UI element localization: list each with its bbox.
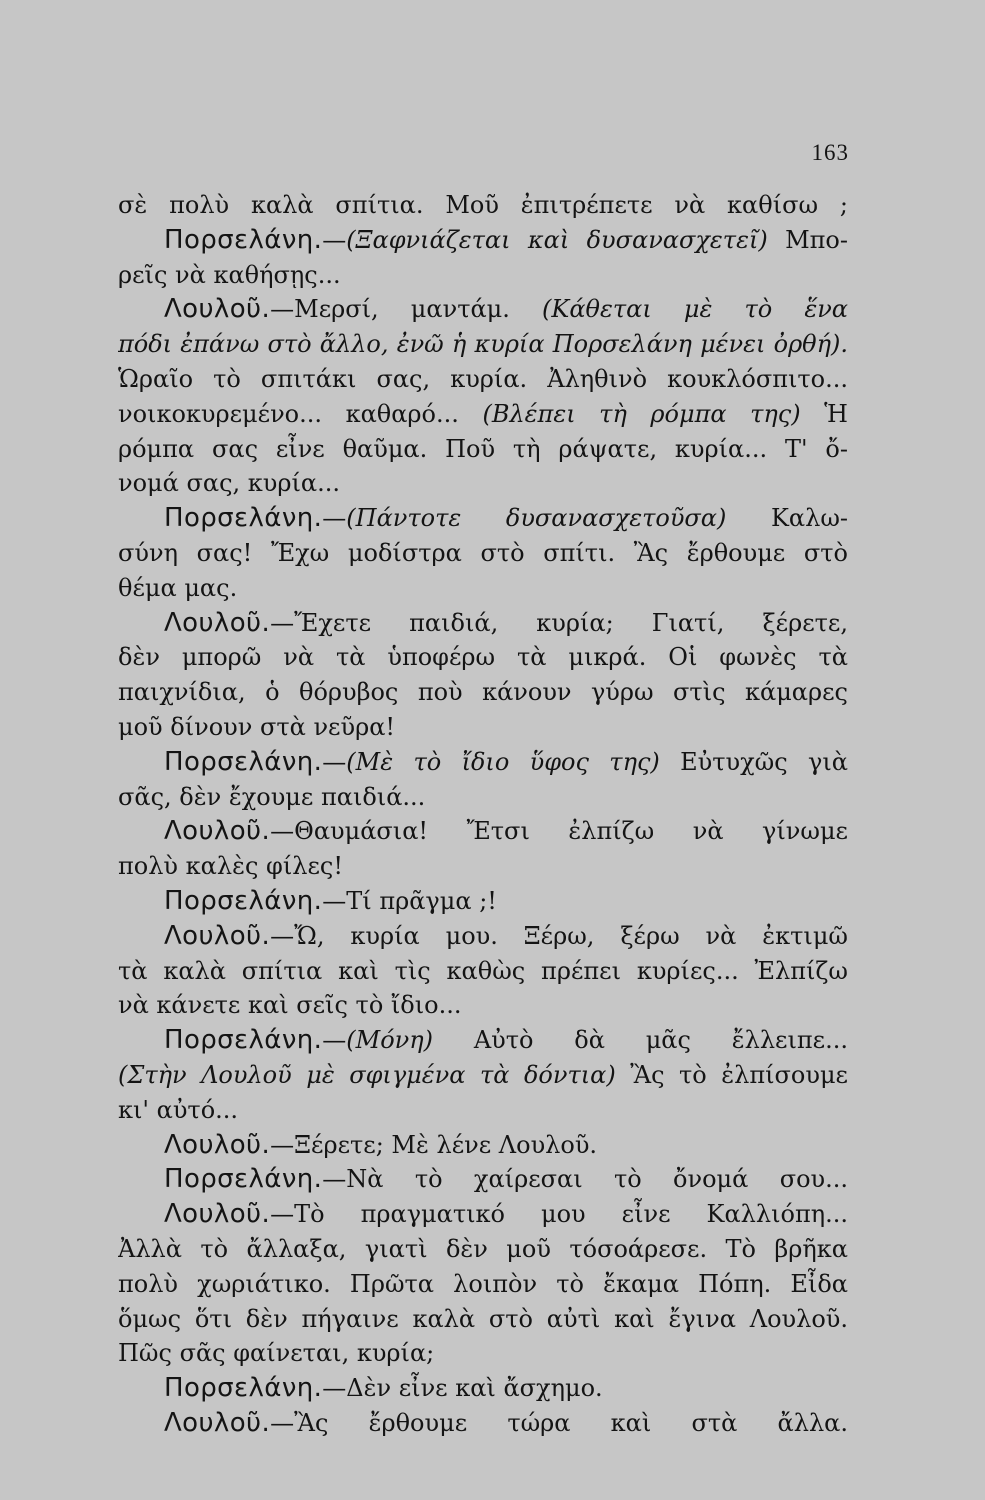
- text-line: [118, 536, 848, 571]
- speaker-name: Πορσελάνη.: [164, 1164, 323, 1195]
- speaker-name: Λουλοῦ.: [164, 607, 271, 638]
- speaker-name: Λουλοῦ.: [164, 1407, 271, 1438]
- text-line: [118, 1093, 848, 1128]
- line-text: —Τὸ πραγματικό μου εἶνε Καλλιόπη...: [270, 1200, 848, 1229]
- text-line: [118, 1128, 848, 1163]
- speaker-name: Πορσελάνη.: [164, 503, 323, 534]
- line-text: μοῦ δίνουν στὰ νεῦρα!: [118, 712, 396, 741]
- line-text: —Ἔχετε παιδιά, κυρία; Γιατί, ξέρετε,: [270, 608, 848, 637]
- line-text: σᾶς, δὲν ἔχουμε παιδιά...: [118, 782, 426, 811]
- stage-direction: πόδι ἐπάνω στὸ ἄλλο, ἐνῶ ἡ κυρία Πορσελάνη μένει ὀρθή).: [118, 330, 848, 359]
- line-text: Αὐτὸ δὰ μᾶς ἔλλειπε...: [433, 1026, 848, 1055]
- text-line: [118, 919, 848, 954]
- line-text: νομά σας, κυρία...: [118, 469, 340, 498]
- speaker-name: Λουλοῦ.: [164, 294, 271, 325]
- line-text: —: [322, 504, 347, 533]
- text-line: [118, 362, 848, 397]
- line-text: θέμα μας.: [118, 573, 238, 602]
- line-text: παιχνίδια, ὁ θόρυβος ποὺ κάνουν γύρω στὶς κάμαρες: [118, 678, 848, 707]
- text-line: [118, 988, 848, 1023]
- line-text: —Ἂς ἔρθουμε τώρα καὶ στὰ ἄλλα.: [270, 1408, 848, 1437]
- text-line: [118, 954, 848, 989]
- line-text: —Θαυμάσια! Ἔτσι ἐλπίζω νὰ γίνωμε: [270, 817, 848, 846]
- line-text: νοικοκυρεμένο... καθαρό...: [118, 399, 483, 428]
- stage-direction: (Βλέπει τὴ ρόμπα της): [482, 399, 801, 428]
- text-line: [118, 292, 848, 327]
- line-text: —Ὤ, κυρία μου. Ξέρω, ξέρω νὰ ἐκτιμῶ: [270, 921, 848, 950]
- line-text: —: [322, 225, 347, 254]
- text-line: [118, 884, 848, 919]
- speaker-name: Λουλοῦ.: [164, 1129, 271, 1160]
- text-line: [118, 327, 848, 362]
- stage-direction: (Στὴν Λουλοῦ μὲ σφιγμένα τὰ δόντια): [118, 1060, 616, 1089]
- text-line: [118, 1058, 848, 1093]
- text-line: [118, 1232, 848, 1267]
- line-text: πολὺ καλὲς φίλες!: [118, 852, 343, 881]
- text-line: [118, 397, 848, 432]
- speaker-name: Πορσελάνη.: [164, 1373, 323, 1404]
- text-line: [118, 1302, 848, 1337]
- text-line: [118, 501, 848, 536]
- text-line: [118, 1336, 848, 1371]
- page-number: 163: [811, 140, 849, 165]
- text-line: [118, 814, 848, 849]
- line-text: —Ξέρετε; Μὲ λένε Λουλοῦ.: [270, 1130, 598, 1159]
- dialogue-text: [118, 188, 848, 1441]
- speaker-name: Πορσελάνη.: [164, 885, 323, 916]
- text-line: [118, 710, 848, 745]
- text-line: [118, 1267, 848, 1302]
- line-text: σύνη σας! Ἔχω μοδίστρα στὸ σπίτι. Ἂς ἔρθουμε στὸ: [118, 538, 848, 567]
- text-line: [118, 675, 848, 710]
- line-text: Εὐτυχῶς γιὰ: [659, 747, 848, 776]
- text-line: [118, 432, 848, 467]
- stage-direction: (Μὲ τὸ ἴδιο ὕφος της): [346, 747, 660, 776]
- text-line: [118, 1162, 848, 1197]
- line-text: Ὡραῖο τὸ σπιτάκι σας, κυρία. Ἀληθινὸ κουκλόσπιτο...: [118, 364, 848, 393]
- line-text: νὰ κάνετε καὶ σεῖς τὸ ἴδιο...: [118, 991, 462, 1020]
- line-text: ὅμως ὅτι δὲν πήγαινε καλὰ στὸ αὐτὶ καὶ ἔγινα Λουλοῦ.: [118, 1304, 848, 1333]
- speaker-name: Πορσελάνη.: [164, 1025, 323, 1056]
- line-text: —Νὰ τὸ χαίρεσαι τὸ ὄνομά σου...: [322, 1165, 848, 1194]
- speaker-name: Πορσελάνη.: [164, 746, 323, 777]
- line-text: —Δὲν εἶνε καὶ ἄσχημο.: [322, 1374, 603, 1403]
- text-line: [118, 745, 848, 780]
- line-text: τὰ καλὰ σπίτια καὶ τὶς καθὼς πρέπει κυρίες... Ἐλπίζω: [118, 956, 848, 985]
- text-line: [118, 223, 848, 258]
- line-text: πολὺ χωριάτικο. Πρῶτα λοιπὸν τὸ ἔκαμα Πόπη. Εἶδα: [118, 1269, 848, 1298]
- text-line: [118, 188, 848, 223]
- text-line: [118, 571, 848, 606]
- text-line: [118, 466, 848, 501]
- line-text: Ἂς τὸ ἐλπίσουμε: [615, 1060, 848, 1089]
- line-text: σὲ πολὺ καλὰ σπίτια. Μοῦ ἐπιτρέπετε νὰ καθίσω ;: [118, 191, 848, 219]
- stage-direction: (Κάθεται μὲ τὸ ἕνα: [542, 295, 848, 324]
- stage-direction: (Μόνη): [346, 1026, 434, 1055]
- speaker-name: Πορσελάνη.: [164, 224, 323, 255]
- line-text: Ἀλλὰ τὸ ἄλλαξα, γιατὶ δὲν μοῦ τόσοάρεσε. Τὸ βρῆκα: [118, 1234, 848, 1263]
- text-line: [118, 606, 848, 641]
- text-line: [118, 258, 848, 293]
- text-line: [118, 1197, 848, 1232]
- line-text: Ἡ: [800, 399, 848, 428]
- line-text: Πῶς σᾶς φαίνεται, κυρία;: [118, 1339, 435, 1368]
- text-line: [118, 1023, 848, 1058]
- line-text: —Μερσί, μαντάμ.: [270, 295, 543, 324]
- line-text: —: [322, 1026, 347, 1055]
- line-text: ρόμπα σας εἶνε θαῦμα. Ποῦ τὴ ράψατε, κυρία... Τ' ὄ-: [118, 434, 848, 463]
- text-line: [118, 780, 848, 815]
- line-text: —: [322, 747, 347, 776]
- line-text: ρεῖς νὰ καθήσῃς...: [118, 260, 341, 289]
- line-text: Μπο-: [767, 225, 848, 254]
- speaker-name: Λουλοῦ.: [164, 1199, 271, 1230]
- text-line: [118, 849, 848, 884]
- stage-direction: (Πάντοτε δυσανασχετοῦσα): [346, 504, 727, 533]
- line-text: —Τί πρᾶγμα ;!: [322, 886, 497, 915]
- line-text: Καλω-: [726, 504, 848, 533]
- text-line: [118, 1371, 848, 1406]
- text-line: [118, 640, 848, 675]
- line-text: δὲν μπορῶ νὰ τὰ ὑποφέρω τὰ μικρά. Οἱ φωνὲς τὰ: [118, 643, 848, 672]
- text-line: [118, 1406, 848, 1441]
- stage-direction: (Ξαφνιάζεται καὶ δυσανασχετεῖ): [346, 225, 768, 254]
- line-text: κι' αὐτό...: [118, 1095, 239, 1124]
- speaker-name: Λουλοῦ.: [164, 920, 271, 951]
- speaker-name: Λουλοῦ.: [164, 816, 271, 847]
